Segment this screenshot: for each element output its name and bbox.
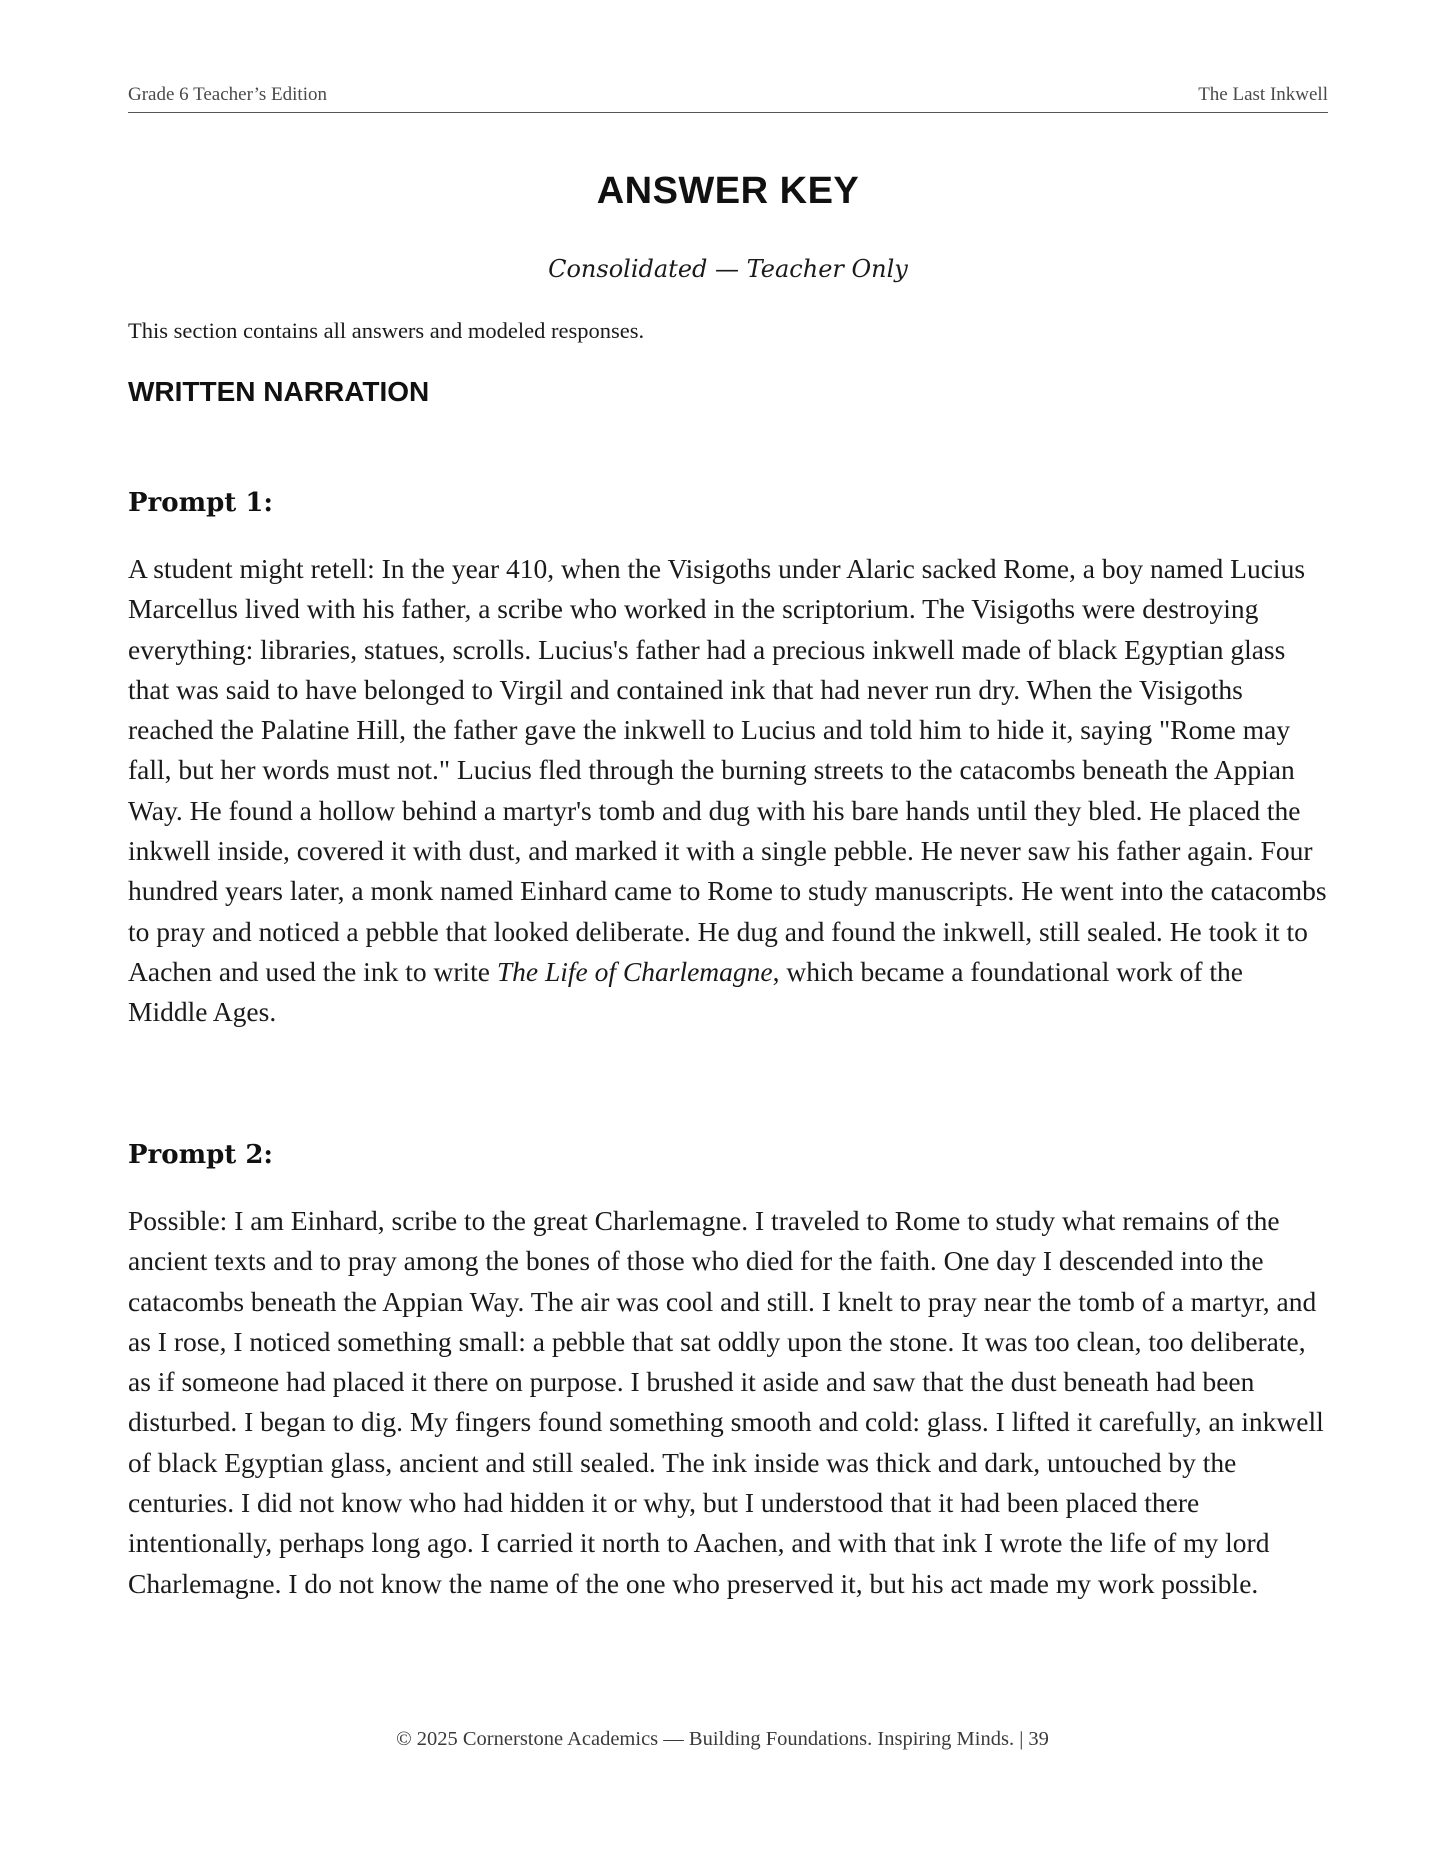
page-subtitle: Consolidated — Teacher Only <box>548 255 908 283</box>
page-footer: © 2025 Cornerstone Academics — Building Foundations. Inspiring Minds. | 39 <box>396 1728 1049 1750</box>
prompt-1-text-part-1: A student might retell: In the year 410, when the Visigoths under Alaric sacked Rome, a boy named Lucius Marcellus lived with his father, a scribe who worked in the scriptorium. The Visigoths were destroying everything: libraries, statues, scrolls. Lucius's father had a precious inkwell made of black Egyptian glass that was said to have belonged to Virgil and contained ink that had never run dry. When the Visigoths reached the Palatine Hill, the father gave the inkwell to Lucius and told him to hide it, saying "Rome may fall, but her words must not." Lucius fled through the burning streets to the catacombs beneath the Appian Way. He found a hollow behind a martyr's tomb and dug with his bare hands until they bled. He placed the inkwell inside, covered it with dust, and marked it with a single pebble. He never saw his father again. Four hundred years later, a monk named Einhard came to Rome to study manuscripts. He went into the catacombs to pray and noticed a pebble that looked deliberate. He dug and found the inkwell, still sealed. He took it to Aachen and used the ink to write <box>128 553 1327 987</box>
prompt-1-heading: Prompt 1: <box>128 488 274 518</box>
prompt-2-heading: Prompt 2: <box>128 1140 274 1170</box>
header-edition-label: Grade 6 Teacher’s Edition <box>128 84 327 105</box>
header-book-title: The Last Inkwell <box>1198 84 1328 105</box>
prompt-1-book-title: The Life of Charlemagne <box>496 955 773 987</box>
prompt-1-text <box>128 549 1328 1033</box>
prompt-1-text-part-2: , which became a foundational work of the Middle Ages. <box>128 955 1244 1028</box>
section-heading: WRITTEN NARRATION <box>128 376 430 407</box>
running-header <box>128 84 1328 113</box>
page-title: ANSWER KEY <box>596 170 860 212</box>
intro-text: This section contains all answers and modeled responses. <box>128 318 645 343</box>
prompt-2-text: Possible: I am Einhard, scribe to the great Charlemagne. I traveled to Rome to study what remains of the ancient texts and to pray among the bones of those who died for the faith. One day I descended into the catacombs beneath the Appian Way. The air was cool and still. I knelt to pray near the tomb of a martyr, and as I rose, I noticed something small: a pebble that sat oddly upon the stone. It was too clean, too deliberate, as if someone had placed it there on purpose. I brushed it aside and saw that the dust beneath had been disturbed. I began to dig. My fingers found something smooth and cold: glass. I lifted it carefully, an inkwell of black Egyptian glass, ancient and still sealed. The ink inside was thick and dark, untouched by the centuries. I did not know who had hidden it or why, but I understood that it had been placed there intentionally, perhaps long ago. I carried it north to Aachen, and with that ink I wrote the life of my lord Charlemagne. I do not know the name of the one who preserved it, but his act made my work possible. <box>128 1205 1324 1599</box>
